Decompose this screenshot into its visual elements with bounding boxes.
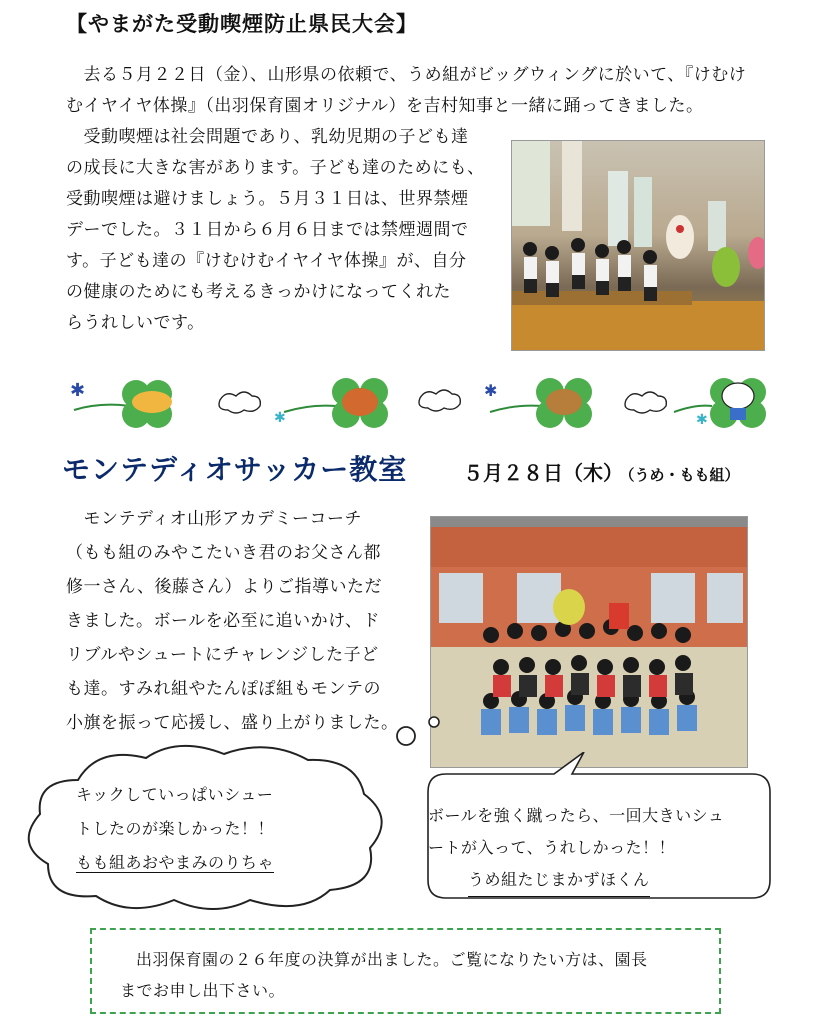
comment1-text: [76, 778, 274, 880]
section2-date: [463, 457, 740, 486]
section1-body: [66, 122, 500, 339]
body-line: リブルやシュートにチャレンジした子ど: [66, 645, 379, 665]
section1-heading: 【やまがた受動喫煙防止県民大会】: [66, 12, 418, 36]
section2-heading: モンテディオサッカー教室: [62, 453, 408, 486]
svg-text:✱: ✱: [484, 381, 498, 400]
star-icon: [484, 381, 497, 400]
soccer-group-illustration: [431, 517, 747, 767]
body-line: す。子ども達の『けむけむイヤイヤ体操』が、自分: [66, 251, 467, 271]
svg-text:✱: ✱: [274, 410, 286, 426]
notice-line: までお申し出下さい。: [120, 981, 286, 1000]
soccer-group-photo: [430, 516, 748, 768]
comment2-line: ボールを強く蹴ったら、一回大きいシュ: [428, 806, 725, 825]
notice-box: [90, 928, 721, 1014]
body-line: デーでした。３１日から６月６日までは禁煙週間で: [66, 220, 469, 240]
section1-intro: [66, 60, 782, 122]
svg-text:✱: ✱: [70, 380, 86, 401]
thought-bubble-dots: [396, 700, 446, 760]
star-icon: [696, 412, 708, 428]
comment2-line: ートが入って、うれしかった！！: [428, 838, 676, 857]
body-line: らうれしいです。: [66, 313, 205, 333]
star-icon: [274, 410, 286, 426]
comment1-line: トしたのが楽しかった！！: [76, 819, 275, 838]
comment2-text: [428, 800, 764, 897]
section2-body: [66, 502, 410, 740]
notice-line: 出羽保育園の２６年度の決算が出ました。ご覧になりたい方は、園長: [136, 950, 648, 969]
cloud-doodle-icon: [625, 392, 666, 413]
stage-dance-illustration: [512, 141, 764, 350]
intro-line-2: むイヤイヤ体操』（出羽保育園オリジナル）を吉村知事と一緒に踊ってきました。: [66, 96, 704, 116]
body-line: きました。ボールを必至に追いかけ、ド: [66, 611, 380, 631]
cloud-doodle-icon: [419, 390, 460, 411]
clover-dog-icon: [674, 378, 766, 428]
body-line: 修一さん、後藤さん）よりご指導いただ: [66, 577, 383, 597]
body-line: モンテディオ山形アカデミーコーチ: [66, 509, 362, 529]
body-line: （もも組のみやこたいき君のお父さん都: [66, 543, 381, 563]
star-icon: [70, 380, 85, 401]
body-line: も達。すみれ組やたんぽぽ組もモンテの: [66, 679, 381, 699]
comment2-signature: うめ組たじまかずほくん: [468, 864, 650, 897]
intro-line-1: 去る５月２２日（金）、山形県の依頼で、うめ組がビッグウィングに於いて、『けむけ: [66, 65, 747, 85]
body-line: 受動喫煙は避けましょう。５月３１日は、世界禁煙: [66, 189, 469, 209]
clover-bear-icon: [284, 378, 388, 428]
body-line: の成長に大きな害があります。子ども達のためにも、: [66, 158, 485, 178]
body-line: 小旗を振って応援し、盛り上がりました。: [66, 713, 399, 733]
clover-squirrel-icon: [490, 378, 592, 428]
comment1-signature: もも組あおやまみのりちゃ: [76, 853, 275, 872]
stage-dance-photo: [511, 140, 765, 351]
clover-cat-icon: [74, 380, 172, 428]
event-classes: （うめ・もも組）: [627, 466, 740, 484]
clover-decoration-row: [60, 372, 790, 432]
comment1-line: キックしていっぱいシュー: [76, 785, 274, 804]
svg-text:✱: ✱: [696, 412, 708, 428]
body-line: 受動喫煙は社会問題であり、乳幼児期の子ども達: [66, 127, 469, 147]
event-date: ５月２８日（木）: [463, 461, 623, 485]
cloud-doodle-icon: [219, 392, 260, 413]
body-line: の健康のためにも考えるきっかけになってくれた: [66, 282, 451, 302]
